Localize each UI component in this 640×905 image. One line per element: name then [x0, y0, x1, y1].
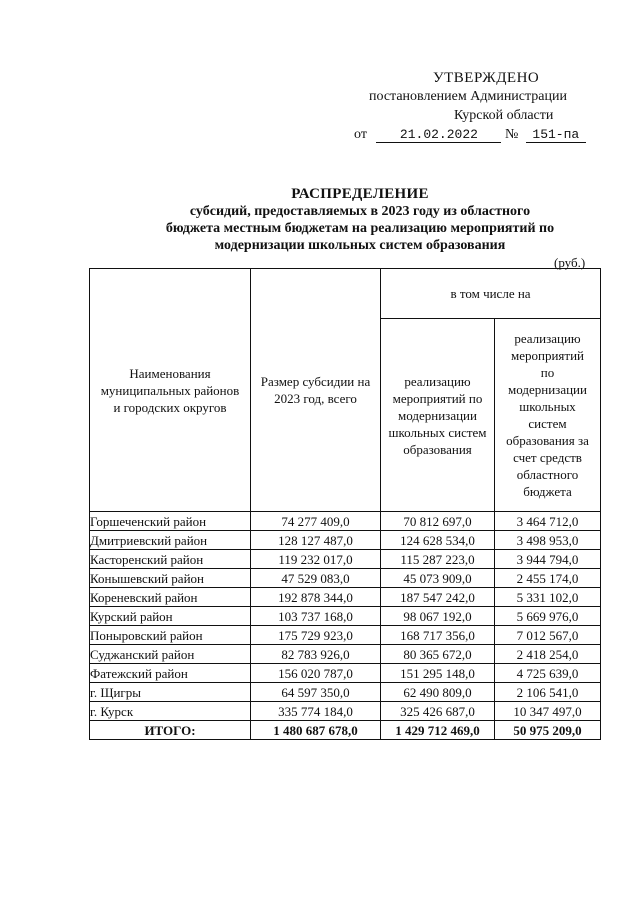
document-subtitle-line-3: модернизации школьных систем образования [214, 238, 506, 253]
row-part2: 3 498 953,0 [495, 531, 601, 550]
row-part2: 4 725 639,0 [495, 664, 601, 683]
table-row [90, 607, 601, 626]
row-total: 64 597 350,0 [251, 683, 381, 702]
approval-date: 21.02.2022 [376, 127, 501, 143]
table-row [90, 626, 601, 645]
table-row [90, 683, 601, 702]
row-total: 192 878 344,0 [251, 588, 381, 607]
district-name: Горшеченский район [90, 512, 251, 531]
approval-number: 151-па [526, 127, 586, 143]
row-part1: 325 426 687,0 [381, 702, 495, 721]
district-name: Кореневский район [90, 588, 251, 607]
table-row [90, 512, 601, 531]
row-total: 335 774 184,0 [251, 702, 381, 721]
table-row [90, 588, 601, 607]
district-name: Касторенский район [90, 550, 251, 569]
row-total: 119 232 017,0 [251, 550, 381, 569]
district-name: Суджанский район [90, 645, 251, 664]
header-including: в том числе на [381, 269, 601, 319]
row-part1: 115 287 223,0 [381, 550, 495, 569]
row-part1: 124 628 534,0 [381, 531, 495, 550]
district-name: Поныровский район [90, 626, 251, 645]
row-part1: 70 812 697,0 [381, 512, 495, 531]
district-name: Дмитриевский район [90, 531, 251, 550]
table-row [90, 569, 601, 588]
approval-by: постановлением Администрации [369, 89, 567, 104]
header-sub2: реализацию мероприятий по модернизации школьных систем образования за счет средств областного бюджета [495, 319, 601, 512]
row-part2: 3 464 712,0 [495, 512, 601, 531]
district-name: г. Щигры [90, 683, 251, 702]
totals-part2: 50 975 209,0 [495, 721, 601, 740]
subsidy-table [89, 268, 601, 740]
row-total: 175 729 923,0 [251, 626, 381, 645]
row-part2: 10 347 497,0 [495, 702, 601, 721]
date-prefix: от [354, 127, 367, 142]
row-total: 47 529 083,0 [251, 569, 381, 588]
row-part2: 2 418 254,0 [495, 645, 601, 664]
document-subtitle-line-1: субсидий, предоставляемых в 2023 году из областного [189, 204, 531, 219]
number-prefix: № [504, 127, 519, 142]
row-part1: 168 717 356,0 [381, 626, 495, 645]
approval-title: УТВЕРЖДЕНО [433, 70, 540, 86]
header-total: Размер субсидии на 2023 год, всего [251, 269, 381, 512]
unit-label: (руб.) [554, 255, 586, 270]
row-part1: 45 073 909,0 [381, 569, 495, 588]
district-name: г. Курск [90, 702, 251, 721]
row-part2: 2 455 174,0 [495, 569, 601, 588]
document-title: РАСПРЕДЕЛЕНИЕ [291, 186, 429, 202]
document-subtitle-line-2: бюджета местным бюджетам на реализацию мероприятий по [165, 221, 555, 236]
row-part1: 62 490 809,0 [381, 683, 495, 702]
row-total: 103 737 168,0 [251, 607, 381, 626]
row-part2: 2 106 541,0 [495, 683, 601, 702]
row-part1: 151 295 148,0 [381, 664, 495, 683]
row-part1: 98 067 192,0 [381, 607, 495, 626]
approval-org: Курской области [454, 108, 554, 123]
district-name: Конышевский район [90, 569, 251, 588]
district-name: Фатежский район [90, 664, 251, 683]
row-part2: 5 331 102,0 [495, 588, 601, 607]
row-part2: 3 944 794,0 [495, 550, 601, 569]
row-part2: 5 669 976,0 [495, 607, 601, 626]
header-name: Наименования муниципальных районов и городских округов [90, 269, 251, 512]
header-sub1: реализацию мероприятий по модернизации школьных систем образования [381, 319, 495, 512]
table-row [90, 550, 601, 569]
row-part1: 80 365 672,0 [381, 645, 495, 664]
table-row [90, 664, 601, 683]
row-total: 82 783 926,0 [251, 645, 381, 664]
table-row [90, 702, 601, 721]
table-row [90, 531, 601, 550]
table-row [90, 645, 601, 664]
totals-part1: 1 429 712 469,0 [381, 721, 495, 740]
row-total: 156 020 787,0 [251, 664, 381, 683]
row-part1: 187 547 242,0 [381, 588, 495, 607]
row-total: 128 127 487,0 [251, 531, 381, 550]
totals-label: ИТОГО: [90, 721, 251, 740]
district-name: Курский район [90, 607, 251, 626]
table-body [90, 512, 601, 740]
row-part2: 7 012 567,0 [495, 626, 601, 645]
totals-row [90, 721, 601, 740]
totals-total: 1 480 687 678,0 [251, 721, 381, 740]
row-total: 74 277 409,0 [251, 512, 381, 531]
approval-date-line [354, 127, 586, 143]
